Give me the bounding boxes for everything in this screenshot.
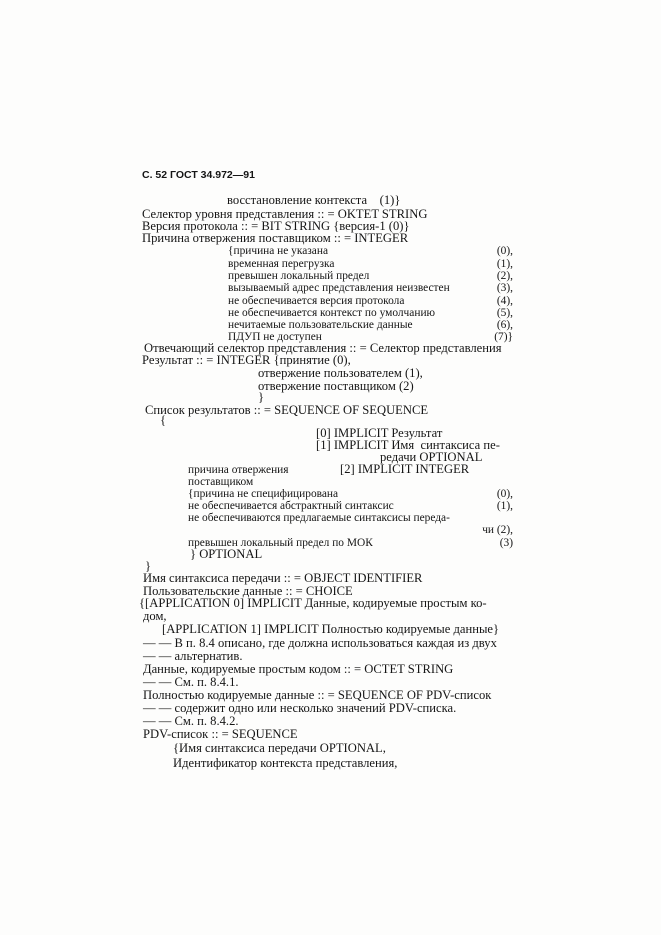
text-line: [0] IMPLICIT Результат — [316, 426, 443, 440]
list-item-number: (5), — [496, 307, 513, 319]
list-item-number: (0), — [496, 488, 513, 500]
text-line: отвержение поставщиком (2) — [258, 379, 414, 393]
list-item-text: не обеспечивается версия протокола — [228, 295, 405, 307]
list-item-text: {причина не указана — [228, 245, 328, 257]
text-line: дом, — [143, 609, 167, 623]
text-line: Результат :: = INTEGER {принятие (0), — [142, 353, 351, 367]
text-line: } OPTIONAL — [190, 547, 263, 561]
list-item-text: {причина не специфицирована — [188, 488, 339, 500]
list-item-number: (6), — [496, 319, 513, 331]
text-line: [2] IMPLICIT INTEGER — [340, 462, 470, 476]
list-item-number: (3) — [499, 537, 513, 549]
text-line: Причина отвержения поставщиком :: = INTEGER — [142, 231, 409, 245]
text-line: — — альтернатив. — [143, 649, 243, 663]
list-item-number: (1), — [496, 500, 513, 512]
list-item-text: вызываемый адрес представления неизвестен — [228, 282, 450, 294]
list-item-number: (7)} — [494, 331, 513, 343]
list-item-text: ПДУП не доступен — [228, 331, 322, 343]
list-item-text: временная перегрузка — [228, 258, 335, 270]
text-line: отвержение пользователем (1), — [258, 366, 423, 380]
text-line: } — [258, 390, 265, 404]
text-line: {[APPLICATION 0] IMPLICIT Данные, кодируемые простым ко- — [139, 596, 487, 610]
text-line: Отвечающий селектор представления :: = Селектор представления — [144, 341, 502, 355]
text-line: {Имя синтаксиса передачи OPTIONAL, — [173, 741, 386, 755]
list-item-text: превышен локальный предел — [228, 270, 370, 282]
text-line: Список результатов :: = SEQUENCE OF SEQUENCE — [145, 403, 429, 417]
text-line: — — В п. 8.4 описано, где должна использоваться каждая из двух — [143, 636, 497, 650]
text-line: причина отвержения — [188, 464, 289, 476]
list-item-text: не обеспечиваются предлагаемые синтаксисы переда- — [188, 512, 450, 524]
text-line: [1] IMPLICIT Имя синтаксиса пе- — [316, 438, 500, 452]
text-line: Имя синтаксиса передачи :: = OBJECT IDENTIFIER — [143, 571, 423, 585]
text-line: Полностью кодируемые данные :: = SEQUENCE OF PDV-список — [143, 688, 492, 702]
list-item-number: (2), — [496, 270, 513, 282]
list-item-number: (4), — [496, 295, 513, 307]
text-line: { — [160, 413, 167, 427]
text-line: [APPLICATION 1] IMPLICIT Полностью кодируемые данные} — [162, 622, 500, 636]
list-item-number: чи (2), — [482, 524, 513, 536]
text-line: поставщиком — [188, 476, 254, 488]
list-item-text: превышен локальный предел по МОК — [188, 537, 373, 549]
text-line: — — См. п. 8.4.2. — [143, 714, 239, 728]
list-item-text: не обеспечивается контекст по умолчанию — [228, 307, 436, 319]
list-item-text: нечитаемые пользовательские данные — [228, 319, 413, 331]
list-item-text: не обеспечивается абстрактный синтаксис — [188, 500, 394, 512]
text-line: Пользовательские данные :: = CHOICE — [143, 584, 353, 598]
text-line: — — См. п. 8.4.1. — [143, 675, 239, 689]
text-line: Данные, кодируемые простым кодом :: = OCTET STRING — [143, 662, 454, 676]
text-line: Версия протокола :: = BIT STRING {версия-1 (0)} — [142, 219, 410, 233]
text-line: редачи OPTIONAL — [380, 450, 483, 464]
text-line: восстановление контекста (1)} — [227, 193, 401, 207]
text-line: } — [145, 559, 152, 573]
page-header: С. 52 ГОСТ 34.972—91 — [142, 169, 255, 181]
list-item-number: (3), — [496, 282, 513, 294]
text-line: Селектор уровня представления :: = OKTET STRING — [142, 207, 428, 221]
list-item-number: (1), — [496, 258, 513, 270]
text-line: — — содержит одно или несколько значений PDV-списка. — [143, 701, 457, 715]
text-line: Идентификатор контекста представления, — [173, 756, 398, 770]
list-item-number: (0), — [496, 245, 513, 257]
text-line: PDV-список :: = SEQUENCE — [143, 727, 298, 741]
